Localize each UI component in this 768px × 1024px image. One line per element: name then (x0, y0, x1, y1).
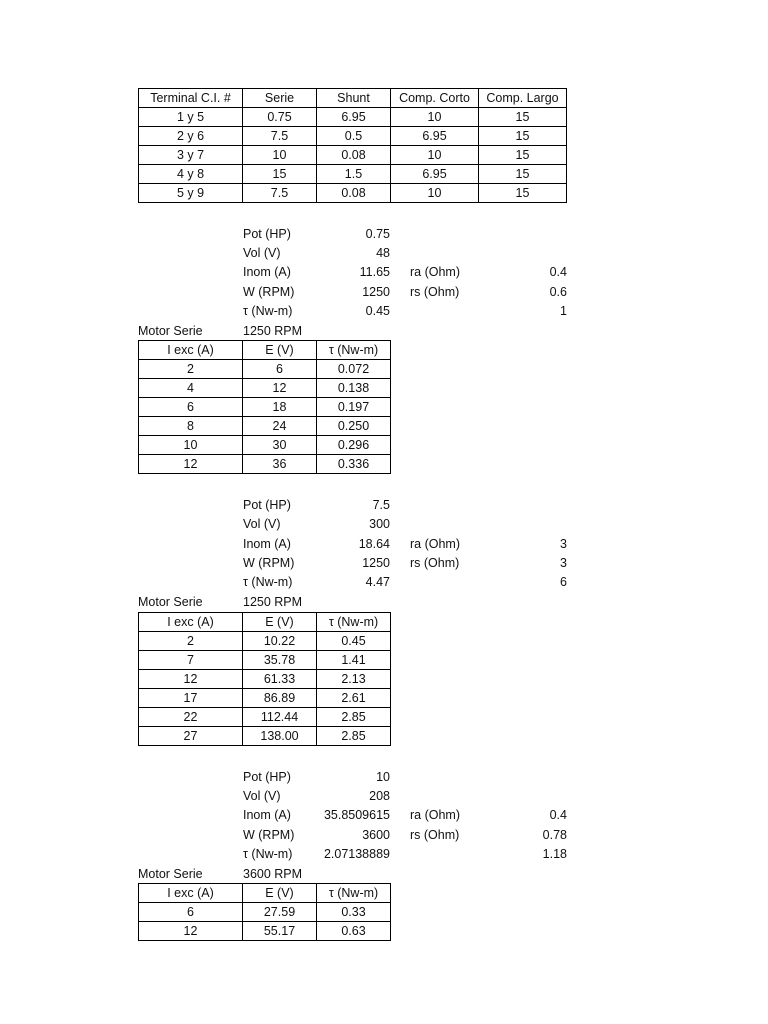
resistance-label: ra (Ohm) (410, 808, 460, 822)
param-value: 4.47 (365, 575, 390, 589)
param-value: 10 (376, 770, 390, 784)
param-value: 0.75 (365, 227, 390, 241)
motor-type-label: Motor Serie (138, 867, 203, 881)
table-cell: 6 (139, 903, 243, 922)
table-cell: 27 (139, 727, 243, 746)
table-cell: 6.95 (317, 108, 391, 127)
param-label: τ (Nw-m) (243, 847, 293, 861)
param-value: 1250 (362, 285, 390, 299)
param-label: Pot (HP) (243, 770, 291, 784)
resistance-value: 3 (560, 556, 567, 570)
resistance-value: 0.6 (549, 285, 567, 299)
table-cell: 22 (139, 708, 243, 727)
table-cell: 0.75 (243, 108, 317, 127)
table-cell: 17 (139, 689, 243, 708)
table-cell: 27.59 (243, 903, 317, 922)
table-header-row (139, 613, 391, 632)
table-cell: 0.296 (317, 436, 391, 455)
table-header-row (139, 89, 567, 108)
param-label: τ (Nw-m) (243, 575, 293, 589)
table-cell: 15 (243, 165, 317, 184)
table-cell: 1.41 (317, 651, 391, 670)
table-cell: 12 (243, 379, 317, 398)
header-cell: Comp. Corto (391, 89, 479, 108)
table-row (139, 689, 391, 708)
table-cell: 15 (479, 184, 567, 203)
param-value: 35.8509615 (323, 808, 390, 822)
table-cell: 2 y 6 (139, 127, 243, 146)
table-cell: 4 y 8 (139, 165, 243, 184)
table-cell: 10.22 (243, 632, 317, 651)
param-label: Inom (A) (243, 808, 291, 822)
resistance-label: rs (Ohm) (410, 285, 460, 299)
terminal-table (138, 88, 567, 203)
param-value: 2.07138889 (323, 847, 390, 861)
table-header-row (139, 341, 391, 360)
table-cell: 6 (139, 398, 243, 417)
table-row (139, 903, 391, 922)
header-cell: τ (Nw-m) (317, 884, 391, 903)
table-cell: 55.17 (243, 922, 317, 941)
param-label: τ (Nw-m) (243, 304, 293, 318)
resistance-value: 0.4 (549, 265, 567, 279)
resistance-label: rs (Ohm) (410, 556, 460, 570)
table-row (139, 165, 567, 184)
table-cell: 1.5 (317, 165, 391, 184)
rpm-label: 1250 RPM (243, 324, 303, 338)
table-cell: 12 (139, 922, 243, 941)
table-cell: 138.00 (243, 727, 317, 746)
rpm-label: 3600 RPM (243, 867, 303, 881)
table-cell: 24 (243, 417, 317, 436)
table-row (139, 360, 391, 379)
table-row (139, 727, 391, 746)
param-label: W (RPM) (243, 556, 295, 570)
table-cell: 12 (139, 455, 243, 474)
param-label: Vol (V) (243, 789, 281, 803)
table-cell: 7 (139, 651, 243, 670)
header-cell: E (V) (243, 613, 317, 632)
table-row (139, 127, 567, 146)
table-cell: 2.85 (317, 708, 391, 727)
table-cell: 0.63 (317, 922, 391, 941)
table-cell: 0.250 (317, 417, 391, 436)
table-row (139, 398, 391, 417)
motor-data-table (138, 612, 391, 746)
header-cell: Comp. Largo (479, 89, 567, 108)
resistance-total: 1 (560, 304, 567, 318)
resistance-value: 0.78 (542, 828, 567, 842)
rpm-label: 1250 RPM (243, 595, 303, 609)
table-row (139, 146, 567, 165)
param-value: 300 (369, 517, 390, 531)
header-cell: τ (Nw-m) (317, 341, 391, 360)
table-cell: 36 (243, 455, 317, 474)
table-cell: 18 (243, 398, 317, 417)
table-cell: 6.95 (391, 127, 479, 146)
table-row (139, 455, 391, 474)
table-cell: 30 (243, 436, 317, 455)
resistance-value: 0.4 (549, 808, 567, 822)
table-cell: 0.08 (317, 146, 391, 165)
table-cell: 0.45 (317, 632, 391, 651)
motor-type-label: Motor Serie (138, 595, 203, 609)
table-cell: 15 (479, 146, 567, 165)
table-cell: 7.5 (243, 184, 317, 203)
motor-data-table (138, 340, 391, 474)
table-cell: 10 (391, 184, 479, 203)
param-label: Vol (V) (243, 246, 281, 260)
table-cell: 2 (139, 360, 243, 379)
table-row (139, 632, 391, 651)
table-cell: 15 (479, 165, 567, 184)
table-row (139, 922, 391, 941)
table-cell: 1 y 5 (139, 108, 243, 127)
header-cell: E (V) (243, 341, 317, 360)
resistance-value: 3 (560, 537, 567, 551)
table-cell: 15 (479, 108, 567, 127)
header-cell: Terminal C.I. # (139, 89, 243, 108)
table-cell: 2.85 (317, 727, 391, 746)
param-label: Pot (HP) (243, 227, 291, 241)
table-cell: 0.33 (317, 903, 391, 922)
table-cell: 6 (243, 360, 317, 379)
header-cell: I exc (A) (139, 341, 243, 360)
header-cell: I exc (A) (139, 613, 243, 632)
table-cell: 8 (139, 417, 243, 436)
param-label: Pot (HP) (243, 498, 291, 512)
table-cell: 2.13 (317, 670, 391, 689)
table-cell: 2.61 (317, 689, 391, 708)
table-cell: 0.336 (317, 455, 391, 474)
param-label: Inom (A) (243, 265, 291, 279)
table-row (139, 670, 391, 689)
resistance-total: 1.18 (542, 847, 567, 861)
table-cell: 7.5 (243, 127, 317, 146)
header-cell: E (V) (243, 884, 317, 903)
param-label: W (RPM) (243, 828, 295, 842)
resistance-label: ra (Ohm) (410, 537, 460, 551)
table-cell: 61.33 (243, 670, 317, 689)
header-cell: Serie (243, 89, 317, 108)
motor-data-table (138, 883, 391, 941)
table-row (139, 379, 391, 398)
param-value: 3600 (362, 828, 390, 842)
param-label: Vol (V) (243, 517, 281, 531)
table-row (139, 708, 391, 727)
param-value: 0.45 (365, 304, 390, 318)
param-value: 208 (369, 789, 390, 803)
table-cell: 2 (139, 632, 243, 651)
param-value: 18.64 (358, 537, 390, 551)
table-cell: 10 (391, 146, 479, 165)
resistance-label: rs (Ohm) (410, 828, 460, 842)
table-row (139, 436, 391, 455)
table-cell: 0.138 (317, 379, 391, 398)
resistance-label: ra (Ohm) (410, 265, 460, 279)
param-value: 7.5 (372, 498, 390, 512)
table-cell: 86.89 (243, 689, 317, 708)
table-cell: 10 (243, 146, 317, 165)
table-header-row (139, 884, 391, 903)
header-cell: Shunt (317, 89, 391, 108)
table-row (139, 184, 567, 203)
param-value: 48 (376, 246, 390, 260)
motor-type-label: Motor Serie (138, 324, 203, 338)
table-cell: 6.95 (391, 165, 479, 184)
table-cell: 5 y 9 (139, 184, 243, 203)
table-row (139, 108, 567, 127)
table-cell: 3 y 7 (139, 146, 243, 165)
header-cell: τ (Nw-m) (317, 613, 391, 632)
table-row (139, 417, 391, 436)
resistance-total: 6 (560, 575, 567, 589)
param-label: W (RPM) (243, 285, 295, 299)
table-cell: 0.5 (317, 127, 391, 146)
table-cell: 4 (139, 379, 243, 398)
table-cell: 35.78 (243, 651, 317, 670)
table-cell: 0.197 (317, 398, 391, 417)
table-row (139, 651, 391, 670)
header-cell: I exc (A) (139, 884, 243, 903)
param-label: Inom (A) (243, 537, 291, 551)
param-value: 11.65 (359, 265, 390, 279)
table-cell: 0.072 (317, 360, 391, 379)
table-cell: 12 (139, 670, 243, 689)
table-cell: 0.08 (317, 184, 391, 203)
table-cell: 112.44 (243, 708, 317, 727)
table-cell: 15 (479, 127, 567, 146)
table-cell: 10 (391, 108, 479, 127)
param-value: 1250 (362, 556, 390, 570)
table-cell: 10 (139, 436, 243, 455)
